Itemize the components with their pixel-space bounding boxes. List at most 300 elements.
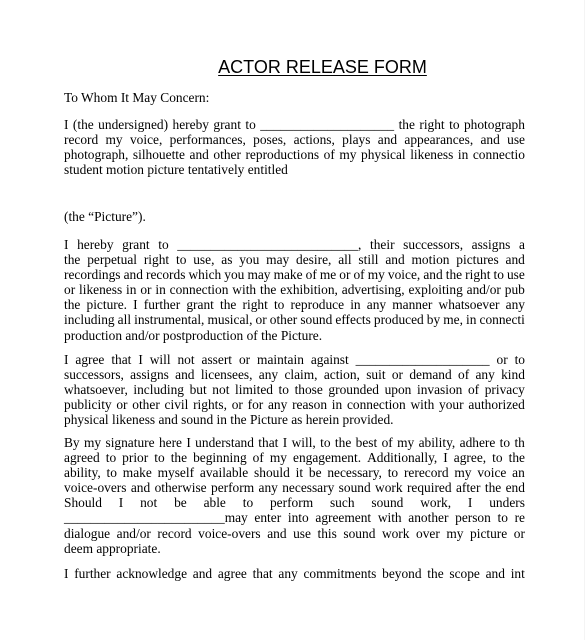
word: in (457, 147, 469, 163)
word: the (508, 450, 525, 466)
word: an (512, 465, 525, 481)
paragraph-perpetual-rights (64, 237, 525, 343)
word: successors, (64, 367, 124, 383)
word: agree, (453, 450, 487, 466)
word: in (331, 397, 343, 413)
word: instrumental, (134, 312, 205, 328)
word: connectio (472, 147, 525, 163)
word: which (188, 267, 222, 283)
word: use (506, 267, 525, 283)
word: manner (392, 297, 433, 313)
word: assigns (130, 367, 169, 383)
word: I (443, 450, 448, 466)
word: unders (489, 495, 525, 511)
word: in (126, 282, 137, 298)
word: demand (409, 367, 452, 383)
word: int (510, 566, 525, 581)
paragraph-line (64, 312, 525, 327)
word: or (513, 525, 525, 541)
word: here (158, 435, 182, 450)
word: the (445, 267, 463, 283)
word: any (278, 566, 298, 581)
word: use (507, 132, 525, 148)
paragraph-line (64, 367, 525, 382)
word: of (381, 435, 393, 450)
word: the (427, 566, 444, 581)
word: or (238, 352, 251, 367)
word: desire, (296, 252, 332, 268)
word: end (505, 480, 525, 496)
word: and (123, 267, 143, 283)
word: and (189, 147, 209, 163)
word: any (258, 367, 279, 383)
word: to (499, 435, 511, 450)
word: their (370, 237, 395, 252)
word: available (199, 465, 249, 481)
word: picture (470, 525, 508, 541)
paragraph-signature-obligations (64, 435, 525, 556)
word: pictures (456, 252, 499, 268)
word: perform (269, 495, 314, 511)
word: or (64, 282, 76, 298)
word: sound (343, 525, 376, 541)
word: picture. (86, 297, 128, 313)
word: connecti (479, 312, 525, 328)
word: agree (75, 352, 105, 367)
word: of (353, 267, 365, 283)
word: civil (164, 397, 189, 413)
word: voice, (387, 267, 421, 283)
word: as (221, 252, 233, 268)
word: whatsoever, (64, 382, 128, 398)
word: my (339, 147, 357, 163)
word: sound (338, 480, 371, 496)
word: maintain (257, 352, 304, 367)
word: not (177, 352, 195, 367)
word: right (242, 297, 268, 313)
word: use, (193, 252, 215, 268)
word: that (111, 352, 132, 367)
paragraph-line (64, 237, 525, 252)
word: or (140, 282, 152, 298)
word: Should (64, 495, 102, 511)
word: not (212, 382, 230, 398)
word: work (381, 525, 410, 541)
word: and (377, 132, 398, 148)
word: may (247, 267, 271, 283)
word: ____________________ (355, 352, 490, 367)
word: grant (213, 117, 241, 132)
word: with (377, 510, 402, 526)
word: be (174, 495, 187, 511)
word: best (355, 435, 378, 450)
word: commitments (303, 566, 377, 581)
word: ability, (418, 435, 456, 450)
paragraph-line (64, 435, 525, 450)
paragraph-line (64, 566, 525, 581)
word: my (269, 450, 287, 466)
paragraph-line: deem appropriate. (64, 540, 161, 556)
word: voice, (129, 132, 163, 148)
word: I (467, 495, 473, 511)
word: or (231, 397, 243, 413)
word: pub (504, 282, 525, 298)
word: of (323, 147, 335, 163)
word: suit (366, 367, 386, 383)
word: I (118, 495, 124, 511)
word: to (158, 237, 169, 252)
word: and (130, 480, 151, 496)
word: your (439, 397, 464, 413)
word: or (339, 267, 351, 283)
word: including (133, 382, 184, 398)
word: able (203, 495, 226, 511)
word: recordings (64, 267, 121, 283)
word: agreed (64, 450, 100, 466)
document-title: ACTOR RELEASE FORM (218, 57, 427, 77)
word: kind (501, 367, 525, 383)
word: ___________________________, (177, 237, 362, 252)
word: connection (346, 397, 406, 413)
word: any (258, 480, 278, 496)
word: dialogue (64, 525, 111, 541)
word: grant (186, 297, 214, 313)
paragraph-line (64, 510, 525, 525)
word: to (273, 297, 285, 313)
word: in (466, 312, 477, 328)
word: and/or (466, 282, 501, 298)
word: will, (291, 435, 316, 450)
word: hereby (77, 237, 114, 252)
word: to (278, 382, 289, 398)
word: other (213, 147, 241, 163)
word: ____________________ (260, 117, 395, 132)
word: assigns (471, 237, 511, 252)
word: By (64, 435, 80, 450)
word: to (320, 435, 331, 450)
word: prior (122, 450, 149, 466)
word: understand (195, 435, 254, 450)
word: the (398, 117, 415, 132)
word: grounded (328, 382, 379, 398)
paragraph-picture-label (64, 209, 525, 224)
paragraph-no-claims (64, 352, 525, 427)
word: Additionally, (367, 450, 438, 466)
word: to (105, 450, 117, 466)
word: to (497, 510, 508, 526)
word: grant (122, 237, 150, 252)
word: another (408, 510, 449, 526)
word: work (375, 480, 403, 496)
word: will (149, 352, 171, 367)
word: other (269, 312, 298, 328)
word: photograph, (64, 147, 129, 163)
word: I (138, 352, 143, 367)
word: rerecord (403, 465, 449, 481)
paragraph-line (64, 267, 525, 282)
word: to (245, 117, 256, 132)
word: the (259, 282, 277, 298)
word: I (64, 566, 69, 581)
word: to (493, 267, 504, 283)
word: required (406, 480, 452, 496)
word: and (423, 267, 443, 283)
paragraph-line: physical likeness and sound in the Picture as herein provided. (64, 412, 394, 428)
word: performances, (169, 132, 246, 148)
paragraph-line (64, 465, 525, 480)
word: those (294, 382, 323, 398)
word: any (505, 297, 525, 313)
word: produced (373, 312, 424, 328)
word: licensees, (200, 367, 253, 383)
word: otherwise (154, 480, 207, 496)
word: the (220, 297, 237, 313)
word: reproduce (290, 297, 345, 313)
word: ability, (64, 465, 101, 481)
word: for (247, 397, 264, 413)
word: the (170, 450, 188, 466)
word: hereby (172, 117, 209, 132)
word: I (133, 297, 138, 313)
word: of (305, 267, 317, 283)
word: and/or (116, 525, 151, 541)
word: to (449, 117, 460, 132)
word: publicity (64, 397, 112, 413)
word: right (465, 267, 491, 283)
word: by (426, 312, 441, 328)
word: to (387, 465, 399, 481)
word: use (293, 525, 311, 541)
word: myself (157, 465, 195, 481)
word: right (143, 252, 170, 268)
word: it (295, 465, 304, 481)
word: make (122, 465, 152, 481)
paragraph-line (64, 526, 525, 541)
word: sound (371, 495, 404, 511)
word: or (496, 352, 508, 367)
word: silhouette (132, 147, 185, 163)
word: enter (254, 510, 282, 526)
word: of (458, 367, 470, 383)
word: of (467, 382, 480, 398)
word: effects (335, 312, 371, 328)
word: rights, (193, 397, 227, 413)
word: my (84, 435, 102, 450)
word: authorized (468, 397, 525, 413)
word: successors, (403, 237, 464, 252)
word: exhibition, (280, 282, 338, 298)
word: to (106, 465, 117, 481)
word: and (480, 132, 500, 148)
word: and (192, 566, 213, 581)
word: undersigned) (98, 117, 169, 132)
word: motion (411, 252, 450, 268)
paragraph-line (64, 495, 525, 510)
word: that (258, 435, 279, 450)
word: with (232, 282, 257, 298)
word: perpetual (87, 252, 138, 268)
word: make (273, 267, 303, 283)
word: you (224, 267, 245, 283)
paragraph-line (64, 382, 525, 397)
word: actions, (293, 132, 335, 148)
word: photograph (463, 117, 525, 132)
word: me, (443, 312, 463, 328)
word: acknowledge (116, 566, 188, 581)
word: into (287, 510, 309, 526)
word: plays (342, 132, 371, 148)
word: privacy (484, 382, 525, 398)
word: to (492, 450, 503, 466)
word: work, (420, 495, 452, 511)
word: necessary (282, 480, 335, 496)
word: records (146, 267, 186, 283)
word: (the (72, 117, 94, 132)
word: action, (323, 367, 360, 383)
word: sound (300, 312, 333, 328)
word: but (189, 382, 207, 398)
word: agree (217, 566, 247, 581)
word: limited (235, 382, 273, 398)
paragraph-line (64, 297, 525, 312)
word: in (155, 282, 166, 298)
word: to (514, 352, 525, 367)
word: to (242, 495, 254, 511)
word: invasion (416, 382, 463, 398)
word: reproductions (245, 147, 320, 163)
word: perform (211, 480, 255, 496)
word: I (186, 435, 191, 450)
word: my (367, 267, 385, 283)
word: agreement (315, 510, 372, 526)
word: against (310, 352, 349, 367)
word: further (143, 297, 181, 313)
word: or (116, 397, 128, 413)
word: whatsoever (438, 297, 500, 313)
word: I (64, 117, 69, 132)
word: the (64, 297, 81, 313)
word: my (454, 465, 472, 481)
word: any (267, 397, 288, 413)
word: all (338, 252, 352, 268)
word: right (419, 117, 445, 132)
word: voice (477, 465, 507, 481)
word: the (484, 480, 502, 496)
word: adhere (459, 435, 496, 450)
paragraph-line (64, 117, 525, 132)
paragraph-line (64, 282, 525, 297)
word: including (64, 312, 115, 328)
word: musical, (207, 312, 253, 328)
paragraph-line (64, 132, 525, 147)
paragraph-line: student motion picture tentatively entitled (64, 162, 288, 178)
word: re (514, 510, 525, 526)
word: in (350, 297, 361, 313)
word: should (254, 465, 290, 481)
word: you (239, 252, 260, 268)
word: advertising, (341, 282, 405, 298)
word: me (319, 267, 337, 283)
word: of (252, 450, 264, 466)
paragraph-line (64, 252, 525, 267)
word: all (117, 312, 132, 328)
word: other (132, 397, 160, 413)
word: connection (169, 282, 229, 298)
word: further (74, 566, 111, 581)
word: and (485, 566, 505, 581)
word: engagement. (293, 450, 362, 466)
greeting-line: To Whom It May Concern: (64, 90, 210, 105)
paragraph-further-acknowledge (64, 566, 525, 581)
word: poses, (253, 132, 287, 148)
word: person (455, 510, 491, 526)
word: record (157, 525, 192, 541)
word: signature (105, 435, 155, 450)
word: or (391, 367, 404, 383)
word: a (518, 237, 525, 252)
word: or (255, 312, 267, 328)
word: after (455, 480, 481, 496)
paragraph-grant-photograph (64, 117, 525, 177)
word: exploiting (408, 282, 463, 298)
word: with (410, 397, 435, 413)
word: my (105, 132, 123, 148)
word: over (416, 525, 440, 541)
word: such (329, 495, 355, 511)
word: ________________________may (64, 510, 248, 526)
paragraph-line: production and/or postproduction of the Picture. (64, 327, 323, 343)
paragraph-line (64, 147, 525, 162)
word: may (266, 252, 290, 268)
paragraph-line (64, 480, 525, 495)
word: beginning (193, 450, 247, 466)
word: appearances, (404, 132, 474, 148)
word: voice-overs (198, 525, 261, 541)
word: my (446, 525, 464, 541)
word: I (64, 352, 69, 367)
word: not (140, 495, 158, 511)
word: beyond (382, 566, 422, 581)
word: necessary, (327, 465, 382, 481)
word: likeness (410, 147, 454, 163)
word: any (475, 367, 495, 383)
word: record (64, 132, 99, 148)
paragraph-line (64, 450, 525, 465)
paragraph-line: (the “Picture”). (64, 209, 146, 224)
word: my (397, 435, 415, 450)
word: and (267, 525, 287, 541)
word: and (385, 252, 405, 268)
word: th (514, 435, 525, 450)
word: I (64, 237, 69, 252)
word: be (308, 465, 322, 481)
paragraph-line (64, 352, 525, 367)
word: the (64, 252, 81, 268)
word: and (175, 367, 195, 383)
word: still (358, 252, 379, 268)
word: likeness (79, 282, 123, 298)
word: and (505, 252, 525, 268)
word: reason (292, 397, 328, 413)
word: this (317, 525, 337, 541)
word: physical (361, 147, 406, 163)
word: that (252, 566, 273, 581)
word: upon (384, 382, 412, 398)
paragraph-line (64, 397, 525, 412)
word: voice-overs (64, 480, 127, 496)
word: claim, (284, 367, 318, 383)
word: I (282, 435, 288, 450)
